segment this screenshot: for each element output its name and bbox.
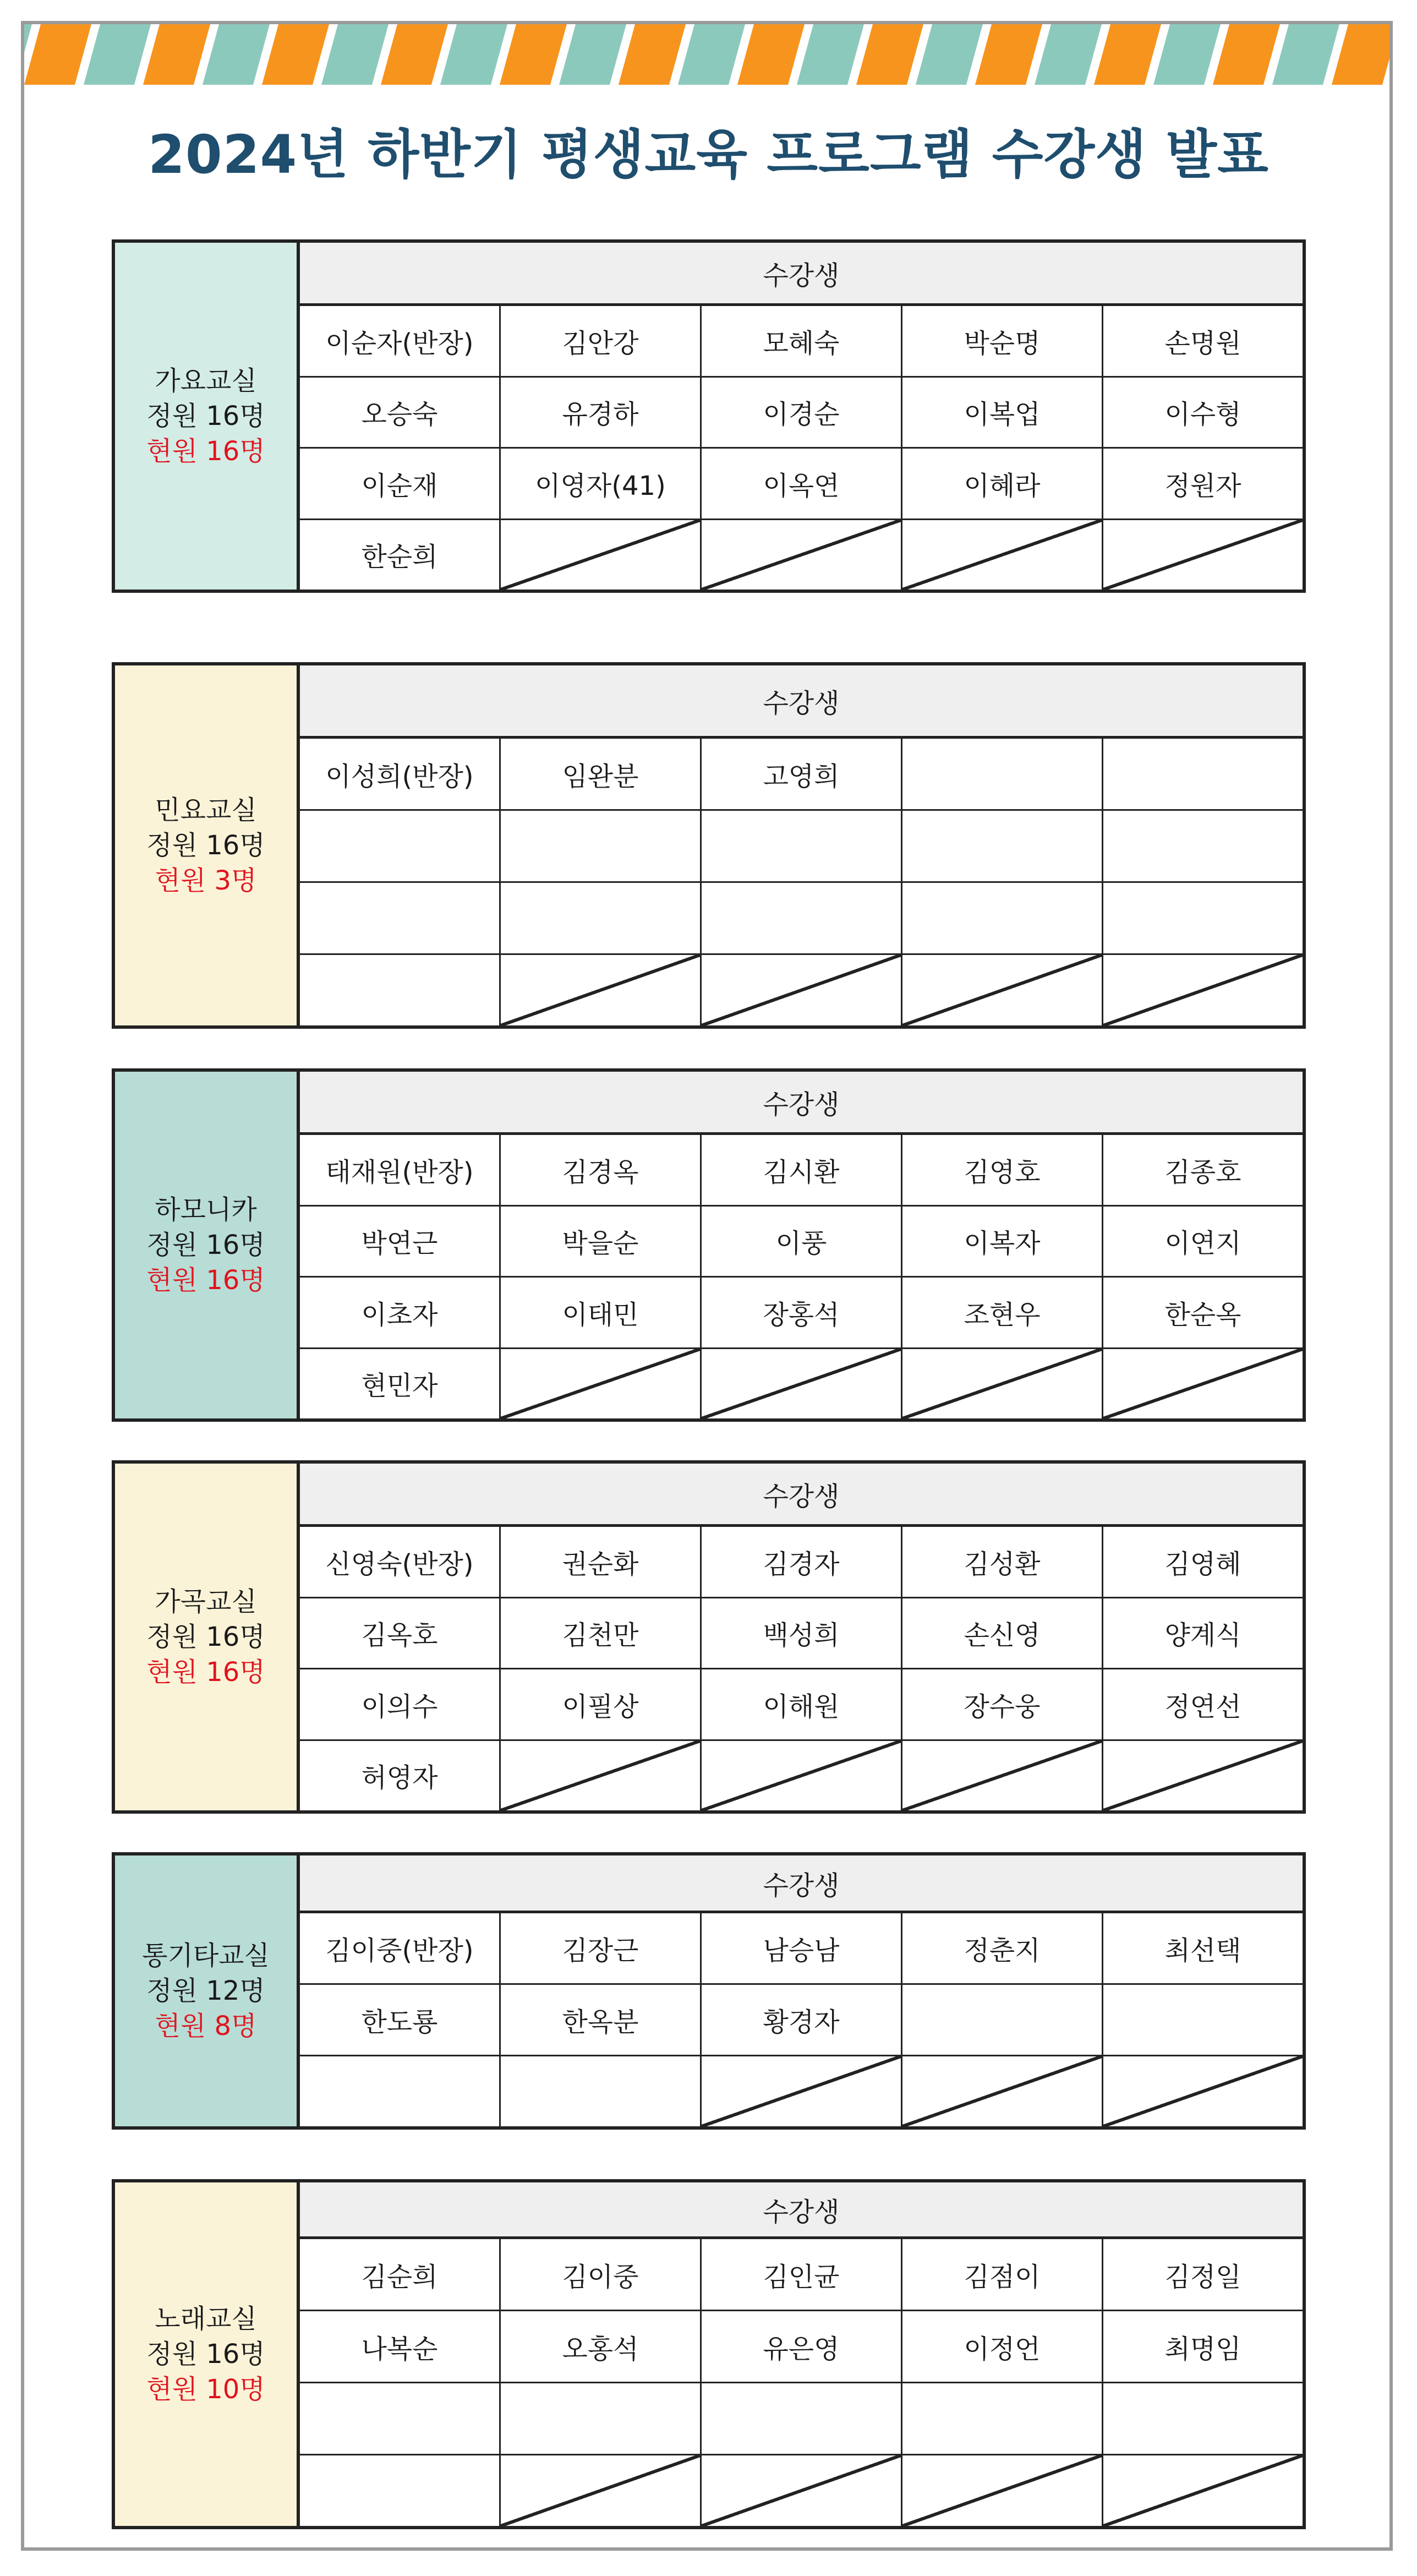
empty-cell [1103,520,1303,590]
class-info-panel [115,1072,300,1418]
student-name-cell: 신영숙(반장) [300,1527,501,1597]
class-name: 가곡교실 [155,1586,257,1617]
student-name-cell: 김장근 [501,1913,702,1983]
students-header: 수강생 [300,243,1303,306]
class-name: 가요교실 [155,365,257,396]
stripe [1213,24,1280,85]
stripe [737,24,805,85]
student-name-cell: 이복자 [902,1207,1103,1276]
class-current-count: 현원 16명 [146,1657,265,1688]
empty-cell [702,1741,902,1811]
table-row [300,1349,1303,1419]
class-name: 노래교실 [155,2304,257,2334]
student-grid [300,1464,1303,1810]
table-row [300,378,1303,449]
student-name-cell: 김시환 [702,1135,902,1205]
student-name-cell: 장수웅 [902,1669,1103,1739]
stripe [916,24,983,85]
stripe [500,24,567,85]
class-name: 하모니카 [155,1194,257,1225]
empty-cell [702,2455,902,2526]
student-name-cell: 박을순 [501,1207,702,1276]
student-name-cell: 한순옥 [1164,1299,1241,1330]
student-grid [300,1072,1303,1418]
empty-cell [501,955,702,1025]
student-name-cell: 이의수 [300,1669,501,1739]
class-capacity: 정원 16명 [146,1230,265,1260]
table-row [300,1913,1303,1985]
stripe [1153,24,1221,85]
student-name-cell: 남승남 [702,1913,902,1983]
empty-cell [1103,739,1303,809]
empty-cell [702,811,902,881]
table-row [300,739,1303,811]
class-current-count: 현원 16명 [146,436,265,467]
empty-cell [501,883,702,953]
stripe [381,24,448,85]
student-name-cell: 양계식 [1164,1620,1241,1651]
empty-cell [300,955,501,1025]
student-name-cell: 이성희(반장) [300,739,501,809]
class-section [112,1460,1306,1814]
student-name-cell: 유은영 [702,2311,902,2382]
student-name-cell: 정원자 [1164,470,1241,501]
student-name-cell: 이연지 [1164,1228,1241,1259]
stripe [975,24,1042,85]
student-name-cell: 김경자 [702,1527,902,1597]
empty-cell [702,883,902,953]
student-name-cell: 김인균 [702,2239,902,2310]
student-name-cell: 유경하 [501,378,702,447]
class-current-count: 현원 8명 [155,2011,257,2042]
empty-cell [902,520,1103,590]
empty-cell [902,883,1103,953]
empty-cell [702,955,902,1025]
student-name-cell: 손명원 [1164,328,1241,359]
student-name-cell: 태재원(반장) [300,1135,501,1205]
class-info-panel [115,665,300,1025]
empty-cell [702,2056,902,2126]
stripe [1332,24,1389,85]
class-capacity: 정원 16명 [146,830,265,861]
stripe [84,24,151,85]
student-name-cell: 최선택 [1164,1935,1241,1966]
empty-cell [902,739,1103,809]
class-capacity: 정원 12명 [146,1975,265,2006]
empty-cell [501,1741,702,1811]
table-row [300,1598,1303,1670]
class-current-count: 현원 10명 [146,2374,265,2405]
empty-cell [501,520,702,590]
table-row [300,2455,1303,2526]
student-name-cell: 김영호 [902,1135,1103,1205]
empty-cell [902,1349,1103,1419]
student-name-cell: 이초자 [300,1278,501,1347]
table-row [300,1527,1303,1598]
table-row [300,1207,1303,1278]
empty-cell [300,2455,501,2526]
table-row [300,1278,1303,1349]
student-name-cell: 정연선 [1164,1691,1241,1722]
class-name: 통기타교실 [142,1940,270,1971]
table-row [300,2239,1303,2311]
students-header: 수강생 [300,1464,1303,1527]
class-capacity: 정원 16명 [146,1622,265,1652]
students-header: 수강생 [300,1855,1303,1913]
table-row [300,2056,1303,2126]
stripe [143,24,210,85]
table-row [300,2311,1303,2383]
empty-cell [1103,2455,1303,2526]
stripe [321,24,389,85]
empty-cell [300,811,501,881]
class-capacity: 정원 16명 [146,401,265,432]
stripe [262,24,329,85]
student-name-cell: 모혜숙 [702,306,902,376]
student-name-cell: 김이중(반장) [300,1913,501,1983]
class-section [112,1852,1306,2130]
student-name-cell: 백성희 [702,1598,902,1668]
student-name-cell: 김종호 [1164,1156,1241,1188]
table-row [300,955,1303,1025]
stripe [24,24,91,85]
student-name-cell: 이태민 [501,1278,702,1347]
empty-cell [300,883,501,953]
class-info-panel [115,1464,300,1810]
class-capacity: 정원 16명 [146,2339,265,2370]
page-title: 2024년 하반기 평생교육 프로그램 수강생 발표 [148,124,1269,185]
student-name-cell: 임완분 [501,739,702,809]
student-name-cell: 이정언 [902,2311,1103,2382]
student-name-cell: 이해원 [702,1669,902,1739]
student-name-cell: 이복업 [902,378,1103,447]
empty-cell [501,811,702,881]
class-section [112,2179,1306,2529]
student-name-cell: 장홍석 [702,1278,902,1347]
student-name-cell: 이옥연 [702,449,902,519]
table-row [300,520,1303,590]
empty-cell [702,2383,902,2454]
student-name-cell: 이영자(41) [501,449,702,519]
class-info-panel [115,243,300,590]
student-name-cell: 김경옥 [501,1135,702,1205]
student-name-cell: 김영혜 [1164,1548,1241,1580]
student-name-cell: 조현우 [902,1278,1103,1347]
student-name-cell: 김순희 [300,2239,501,2310]
student-name-cell: 황경자 [702,1985,902,2055]
student-name-cell: 이수형 [1164,399,1241,430]
students-header: 수강생 [300,665,1303,739]
student-name-cell: 손신영 [902,1598,1103,1668]
empty-cell [902,811,1103,881]
empty-cell [1103,2056,1303,2126]
student-name-cell: 이순재 [300,449,501,519]
empty-cell [702,1349,902,1419]
student-name-cell: 김이중 [501,2239,702,2310]
student-name-cell: 김안강 [501,306,702,376]
student-name-cell: 한옥분 [501,1985,702,2055]
student-name-cell: 한도룡 [300,1985,501,2055]
student-name-cell: 현민자 [300,1349,501,1419]
class-section [112,662,1306,1029]
stripe [678,24,745,85]
empty-cell [501,1349,702,1419]
empty-cell [1103,811,1303,881]
student-grid [300,665,1303,1025]
empty-cell [1103,955,1303,1025]
student-name-cell: 이필상 [501,1669,702,1739]
empty-cell [902,2056,1103,2126]
stripe [559,24,626,85]
empty-cell [501,2056,702,2126]
student-grid [300,2182,1303,2526]
stripe [619,24,686,85]
table-row [300,1985,1303,2056]
student-name-cell: 이경순 [702,378,902,447]
class-info-panel [115,1855,300,2126]
stripe [1035,24,1102,85]
student-grid [300,1855,1303,2126]
table-row [300,306,1303,378]
student-name-cell: 고영희 [702,739,902,809]
table-row [300,1135,1303,1207]
students-header: 수강생 [300,2182,1303,2239]
table-row [300,2383,1303,2455]
empty-cell [1103,2383,1303,2454]
class-current-count: 현원 3명 [155,865,257,896]
table-row [300,1669,1303,1741]
student-name-cell: 김옥호 [300,1598,501,1668]
empty-cell [300,2383,501,2454]
student-name-cell: 이풍 [702,1207,902,1276]
stripe [1094,24,1161,85]
student-name-cell: 김정일 [1164,2261,1241,2293]
student-name-cell: 한순희 [300,520,501,590]
student-grid [300,243,1303,590]
class-name: 민요교실 [155,795,257,826]
table-row [300,1741,1303,1811]
stripe [440,24,507,85]
student-name-cell: 박순명 [902,306,1103,376]
empty-cell [702,520,902,590]
student-name-cell: 박연근 [300,1207,501,1276]
class-current-count: 현원 16명 [146,1265,265,1296]
decorative-stripe-banner [24,24,1389,85]
class-section [112,239,1306,593]
empty-cell [1103,1985,1303,2055]
stripe [856,24,923,85]
student-name-cell: 나복순 [300,2311,501,2382]
empty-cell [300,2056,501,2126]
student-name-cell: 권순화 [501,1527,702,1597]
table-row [300,883,1303,955]
table-row [300,449,1303,520]
student-name-cell: 이혜라 [902,449,1103,519]
empty-cell [902,2383,1103,2454]
empty-cell [902,1741,1103,1811]
student-name-cell: 오홍석 [501,2311,702,2382]
empty-cell [902,955,1103,1025]
student-name-cell: 정춘지 [902,1913,1103,1983]
empty-cell [1103,1349,1303,1419]
stripe [1272,24,1339,85]
empty-cell [501,2383,702,2454]
table-row [300,811,1303,883]
class-section [112,1068,1306,1422]
stripe [797,24,864,85]
empty-cell [1103,1741,1303,1811]
stripe [203,24,270,85]
student-name-cell: 오승숙 [300,378,501,447]
empty-cell [902,1985,1103,2055]
student-name-cell: 최명임 [1164,2333,1241,2365]
empty-cell [1103,883,1303,953]
student-name-cell: 김성환 [902,1527,1103,1597]
class-info-panel [115,2182,300,2526]
empty-cell [902,2455,1103,2526]
student-name-cell: 김천만 [501,1598,702,1668]
student-name-cell: 허영자 [300,1741,501,1811]
student-name-cell: 이순자(반장) [300,306,501,376]
empty-cell [501,2455,702,2526]
students-header: 수강생 [300,1072,1303,1135]
student-name-cell: 김점이 [902,2239,1103,2310]
